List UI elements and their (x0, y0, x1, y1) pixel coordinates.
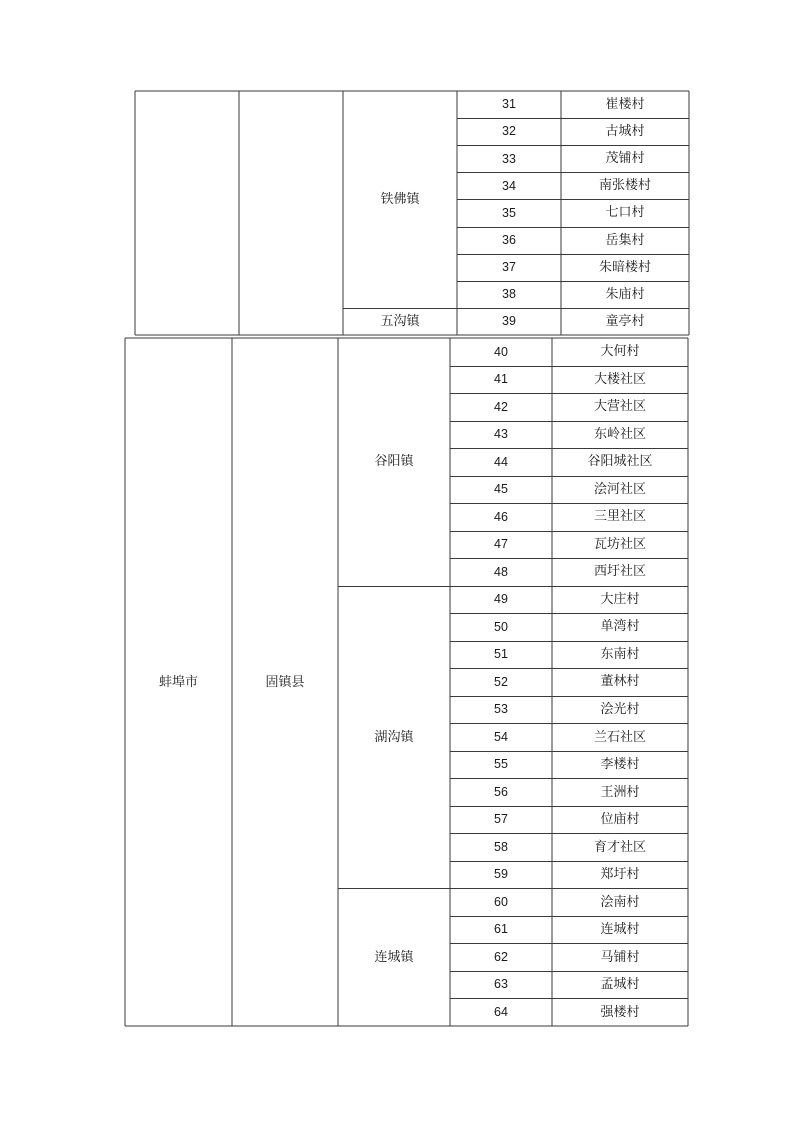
village-name-cell: 位庙村 (600, 812, 640, 828)
village-number-cell: 37 (502, 259, 516, 274)
village-number-cell: 31 (502, 97, 516, 112)
village-number-cell: 32 (502, 124, 516, 139)
village-name-cell: 三里社区 (593, 509, 646, 525)
village-number-cell: 55 (494, 757, 508, 772)
village-number-cell: 46 (494, 509, 508, 524)
village-name-cell: 朱暗楼村 (598, 259, 651, 275)
city-cell: 蚌埠市 (158, 674, 198, 690)
village-name-cell: 连城村 (600, 922, 640, 938)
village-number-cell: 35 (502, 205, 516, 220)
village-number-cell: 36 (502, 232, 516, 247)
village-name-cell: 大庄村 (600, 591, 640, 607)
village-number-cell: 59 (494, 867, 508, 882)
village-name-cell: 瓦坊社区 (593, 536, 646, 552)
town-cell: 湖沟镇 (374, 729, 414, 745)
village-number-cell: 42 (494, 399, 508, 414)
county-cell: 固镇县 (265, 674, 305, 690)
village-name-cell: 浍南村 (600, 894, 640, 910)
village-name-cell: 马铺村 (600, 949, 640, 965)
village-name-cell: 育才社区 (593, 839, 646, 855)
village-number-cell: 40 (494, 344, 508, 359)
village-number-cell: 50 (494, 619, 508, 634)
village-name-cell: 茂铺村 (605, 151, 645, 167)
village-name-cell: 东南村 (600, 646, 640, 662)
village-number-cell: 56 (494, 784, 508, 799)
village-name-cell: 岳集村 (605, 232, 645, 248)
village-name-cell: 李楼村 (600, 757, 640, 773)
village-number-cell: 47 (494, 537, 508, 552)
village-number-cell: 53 (494, 702, 508, 717)
village-number-cell: 64 (494, 1004, 508, 1019)
village-name-cell: 孟城村 (600, 977, 640, 993)
village-name-cell: 谷阳城社区 (587, 454, 653, 470)
village-name-cell: 兰石社区 (593, 729, 646, 745)
village-number-cell: 60 (494, 894, 508, 909)
village-number-cell: 61 (494, 922, 508, 937)
village-number-cell: 57 (494, 812, 508, 827)
village-name-cell: 董林村 (600, 674, 640, 690)
village-number-cell: 54 (494, 729, 508, 744)
village-name-cell: 朱庙村 (605, 286, 645, 302)
village-number-cell: 51 (494, 647, 508, 662)
village-number-cell: 41 (494, 372, 508, 387)
village-name-cell: 童亭村 (605, 313, 645, 329)
village-name-cell: 南张楼村 (598, 178, 651, 194)
village-number-cell: 52 (494, 674, 508, 689)
village-number-cell: 45 (494, 482, 508, 497)
village-number-cell: 34 (502, 178, 516, 193)
village-number-cell: 48 (494, 564, 508, 579)
village-name-cell: 王洲村 (600, 784, 640, 800)
town-cell: 连城镇 (374, 949, 414, 965)
town-cell: 铁佛镇 (380, 191, 420, 207)
town-cell: 五沟镇 (380, 313, 420, 329)
village-name-cell: 大营社区 (593, 399, 646, 415)
village-number-cell: 63 (494, 977, 508, 992)
village-name-cell: 大楼社区 (593, 371, 646, 387)
village-number-cell: 58 (494, 839, 508, 854)
village-number-cell: 43 (494, 427, 508, 442)
village-name-cell: 浍光村 (600, 702, 640, 717)
village-number-cell: 38 (502, 287, 516, 302)
village-number-cell: 62 (494, 949, 508, 964)
town-cell: 谷阳镇 (374, 454, 414, 470)
village-name-cell: 崔楼村 (605, 97, 645, 113)
village-name-cell: 大何村 (600, 344, 640, 360)
village-name-cell: 东岭社区 (593, 426, 646, 442)
village-name-cell: 七口村 (605, 205, 645, 221)
village-name-cell: 西圩社区 (593, 564, 646, 580)
village-number-cell: 39 (502, 314, 516, 329)
village-name-cell: 郑圩村 (600, 867, 640, 883)
village-number-cell: 44 (494, 454, 508, 469)
village-name-cell: 单湾村 (600, 619, 640, 635)
village-name-cell: 浍河社区 (593, 481, 646, 497)
village-name-cell: 古城村 (605, 124, 645, 140)
village-number-cell: 33 (502, 151, 516, 166)
village-name-cell: 强楼村 (600, 1004, 640, 1020)
village-number-cell: 49 (494, 592, 508, 607)
